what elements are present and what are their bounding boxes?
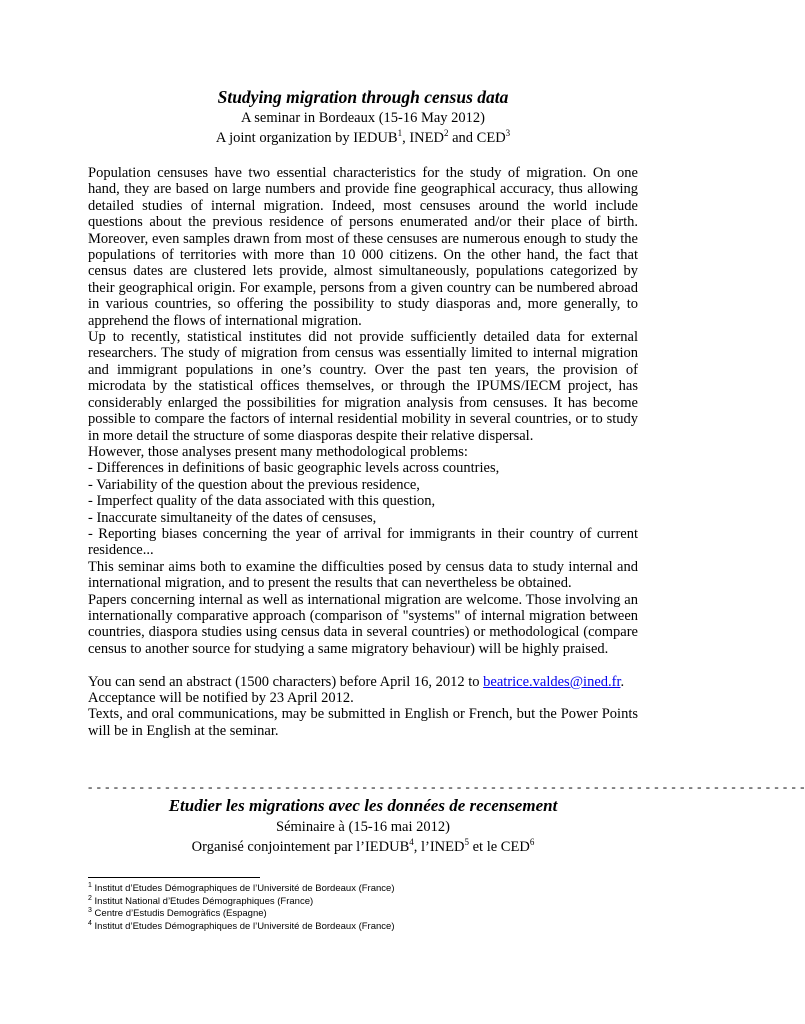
paragraph: Acceptance will be notified by 23 April 2012. (88, 689, 354, 706)
footnote-ref[interactable]: 1 (397, 128, 403, 139)
organizers-text: et le CED (469, 839, 530, 855)
footnote-number: 3 (88, 906, 92, 914)
footnote-text: Institut National d’Etudes Démographiques (France) (91, 895, 314, 907)
list-item: - Variability of the question about the previous residence, (88, 476, 420, 493)
abstract-text: You can send an abstract (1500 characters) before April 16, 2012 to (88, 673, 484, 690)
organizers-text: A joint organization by IEDUB (215, 130, 398, 146)
footnotes (88, 883, 638, 933)
french-header (88, 795, 638, 857)
list-item: - Differences in definitions of basic geographic levels across countries, (88, 460, 500, 477)
french-seminar-line: Séminaire à (15-16 mai 2012) (276, 819, 450, 835)
footnote (88, 896, 638, 909)
organizers-text: , l’INED (413, 839, 465, 855)
footnote-ref[interactable]: 3 (505, 128, 511, 139)
footnote-separator (88, 877, 260, 878)
paragraph: Papers concerning internal as well as international migration are welcome. Those involving an internationally comparative approach (comparison of "systems" of internal migration between countries, diaspora studies using census data in several countries) or methodological (compare census to another source for studying a same migratory behaviour) will be highly praised. (88, 591, 638, 657)
footnote-text: Centre d’Estudis Demogràfics (Espagne) (91, 908, 267, 919)
footnote-number: 2 (88, 894, 92, 902)
organizers-line (88, 128, 638, 148)
paragraph (88, 674, 638, 690)
paragraph: Texts, and oral communications, may be submitted in English or French, but the Power Points will be in English at the seminar. (88, 706, 638, 739)
paragraph: This seminar aims both to examine the difficulties posed by census data to study internal and international migration, and to present the results that can nevertheless be obtained. (88, 558, 638, 592)
footnote-number: 4 (88, 919, 92, 927)
french-organizers-line (88, 837, 638, 857)
english-header (88, 86, 638, 148)
organizers-text: Organisé conjointement par l’IEDUB (191, 839, 410, 855)
call-for-papers-body (88, 165, 638, 739)
footnote-ref[interactable]: 5 (464, 837, 469, 848)
footnote-text: Institut d’Etudes Démographiques de l’Université de Bordeaux (France) (91, 920, 395, 932)
seminar-line: A seminar in Bordeaux (15-16 May 2012) (240, 110, 486, 126)
french-title: Etudier les migrations avec les données de recensement (168, 796, 558, 815)
footnote-ref[interactable]: 2 (443, 128, 449, 139)
paragraph: Population censuses have two essential characteristics for the study of migration. On one hand, they are based on large numbers and provide fine geographical accuracy, thus allowing detailed studies of internal migration. Indeed, most censuses around the world include questions about the previous residence of persons enumerated and/or their place of birth. Moreover, even samples drawn from most of these censuses are numerous enough to study the populations of territories with more than 10 000 citizens. On the other hand, the fact that census dates are clustered lets provide, almost simultaneously, populations categorized by their geographical origin. For example, persons from a given country can be numbered abroad in various countries, so offering the possibility to study diasporas and, more generally, to apprehend the flows of international migration. (88, 165, 638, 329)
paragraph: However, those analyses present many methodological problems: (88, 443, 468, 460)
footnote-text: Institut d’Etudes Démographiques de l’Université de Bordeaux (France) (91, 883, 395, 894)
organizers-text: and CED (448, 130, 506, 146)
list-item: - Inaccurate simultaneity of the dates of censuses, (88, 509, 377, 526)
footnote (88, 921, 638, 934)
list-item: - Imperfect quality of the data associated with this question, (88, 493, 436, 510)
organizers-text: , INED (402, 130, 444, 146)
abstract-text: . (620, 673, 625, 690)
footnote (88, 883, 638, 896)
email-link[interactable]: beatrice.valdes@ined.fr (483, 673, 621, 690)
footnote-ref[interactable]: 6 (529, 837, 535, 848)
list-item: - Reporting biases concerning the year of arrival for immigrants in their country of current residence... (88, 525, 638, 559)
dashed-divider: - - - - - - - - - - - - - - - - - - - - - - - - - - - - - - - - - - - - - - - - - - - - - - - - - - - - - - - - - - - - - - - - - - - - - - - - - - - - - - - - - - - - (88, 779, 805, 794)
page-title: Studying migration through census data (217, 87, 509, 107)
footnote-number: 1 (88, 881, 92, 889)
footnote-ref[interactable]: 4 (409, 837, 414, 848)
spacer (88, 657, 638, 673)
footnote (88, 908, 638, 921)
paragraph: Up to recently, statistical institutes did not provide sufficiently detailed data for external researchers. The study of migration from census was essentially limited to internal migration and immigrant populations in one’s country. Over the past ten years, the provision of microdata by the statistical offices themselves, or through the IPUMS/IECM project, has considerably enlarged the possibilities for migration analysis from censuses. It has become possible to compare the factors of internal residential mobility in several countries, or to study in more detail the structure of some diasporas despite their relative dispersal. (88, 329, 638, 444)
